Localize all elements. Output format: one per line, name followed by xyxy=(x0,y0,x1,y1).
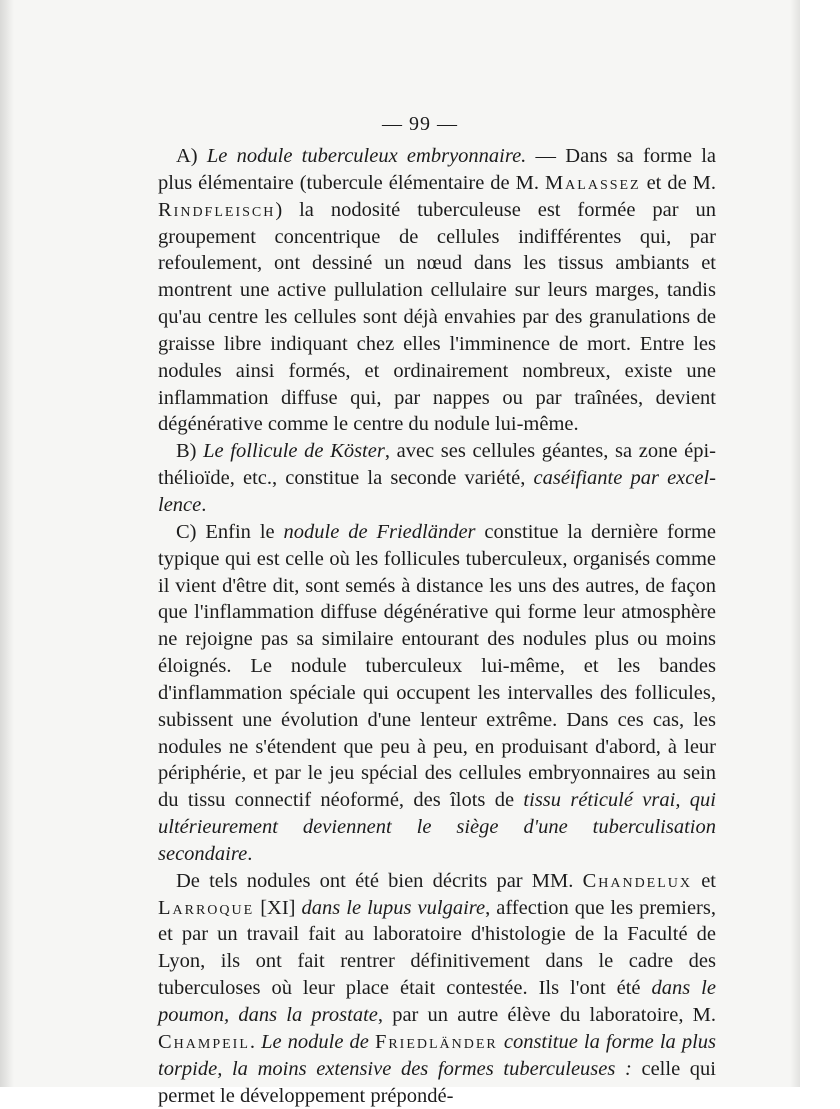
italic-text: nodule de Friedländer xyxy=(283,520,476,543)
text-segment: et xyxy=(692,869,716,892)
author-name: Champeil xyxy=(158,1030,250,1053)
text-segment: B) xyxy=(176,440,204,463)
page-number: — 99 — xyxy=(382,113,458,135)
text-segment: C) Enfin le xyxy=(176,520,284,543)
author-name: Friedländer xyxy=(374,1030,498,1053)
italic-text: Le follicule de Köster xyxy=(203,440,385,463)
body-text xyxy=(158,143,716,1109)
author-name: Larroque xyxy=(158,896,255,919)
italic-text: dans le poumon, dans la prostate xyxy=(158,977,716,1026)
italic-text: tissu réticulé vrai, qui ultérieurement deviennent le siège d'une tuberculisation secondaire xyxy=(158,789,716,865)
author-name: Chandelux xyxy=(582,869,693,892)
author-name: Rindfleisch xyxy=(158,198,276,221)
text-segment: . xyxy=(249,1030,262,1053)
italic-text: Le nodule tuberculeux embryonnaire. xyxy=(206,145,527,167)
text-segment: celle qui permet le développement prépondé- xyxy=(158,1057,717,1107)
text-segment: constitue la dernière forme typique qui est celle où les follicules tuberculeux, organisés comme il vient d'être dit, sont semés à distance les uns des autres, de façon que l'inflammation diffuse dégénérative qui forme leur atmosphère ne rejoigne pas sa similaire entourant des nodules plus ou moins éloignés. Le nodule tuberculeux lui-même, et les bandes d'inflammation spéciale qui occupent les intervalles des follicules, subissent une évolution d'une lenteur extrême. Dans ces cas, les nodules ne s'étendent que peu à peu, en produisant d'abord, à leur périphérie, et par le jeu spécial des cellules embryonnaires au sein du tissu connectif néoformé, des îlots de xyxy=(158,520,717,812)
text-segment: A) xyxy=(176,145,207,167)
italic-text: caséifiante par excellence xyxy=(158,467,716,516)
text-segment: , par un autre élève du laboratoire, M. xyxy=(377,1004,716,1026)
text-segment: — Dans sa forme la plus élémentaire (tubercule élémentaire de M. xyxy=(158,145,717,194)
author-name: Malassez xyxy=(544,171,641,194)
text-segment: [XI] xyxy=(254,896,302,919)
italic-text: dans le lupus vulgaire xyxy=(301,896,486,919)
text-segment: . xyxy=(247,842,253,865)
text-segment: , avec ses cellules géantes, sa zone épithélioïde, etc., constitue la seconde variété, xyxy=(158,440,716,490)
page-shadow-right xyxy=(790,0,800,1087)
text-segment: . xyxy=(201,493,207,516)
text-segment: De tels nodules ont été bien décrits par MM. xyxy=(176,869,583,892)
text-segment: , affection que les premiers, et par un travail fait au laboratoire d'histologie de la Faculté de Lyon, ils ont fait rentrer définitivement dans le cadre des tuberculoses où leur place était contestée. Ils l'ont été xyxy=(158,896,716,1000)
text-segment: ) la nodosité tuberculeuse est formée par un groupement concentrique de cellules indifférentes qui, par refoulement, ont dessiné un nœud dans les tissus ambiants et montrent une active pullulation cellulaire sur leurs marges, tandis qu'au centre les cellules sont déjà envahies par des granulations de graisse libre indiquant chez elles l'imminence de mort. Entre les nodules ainsi formés, et ordinairement nombreux, existe une inflammation diffuse qui, par nappes ou par traînées, devient dégénérative comme le centre du nodule lui-même. xyxy=(158,198,716,436)
italic-text: constitue la forme la plus torpide, la moins extensive des formes tuberculeuses : xyxy=(158,1030,716,1080)
paragraph xyxy=(158,519,716,868)
paragraph xyxy=(158,438,716,519)
paragraph xyxy=(158,868,716,1109)
paragraph xyxy=(158,143,716,438)
italic-text: Le nodule de xyxy=(261,1030,369,1053)
page-shadow-left xyxy=(0,0,14,1087)
text-segment: et de M. xyxy=(640,171,716,194)
